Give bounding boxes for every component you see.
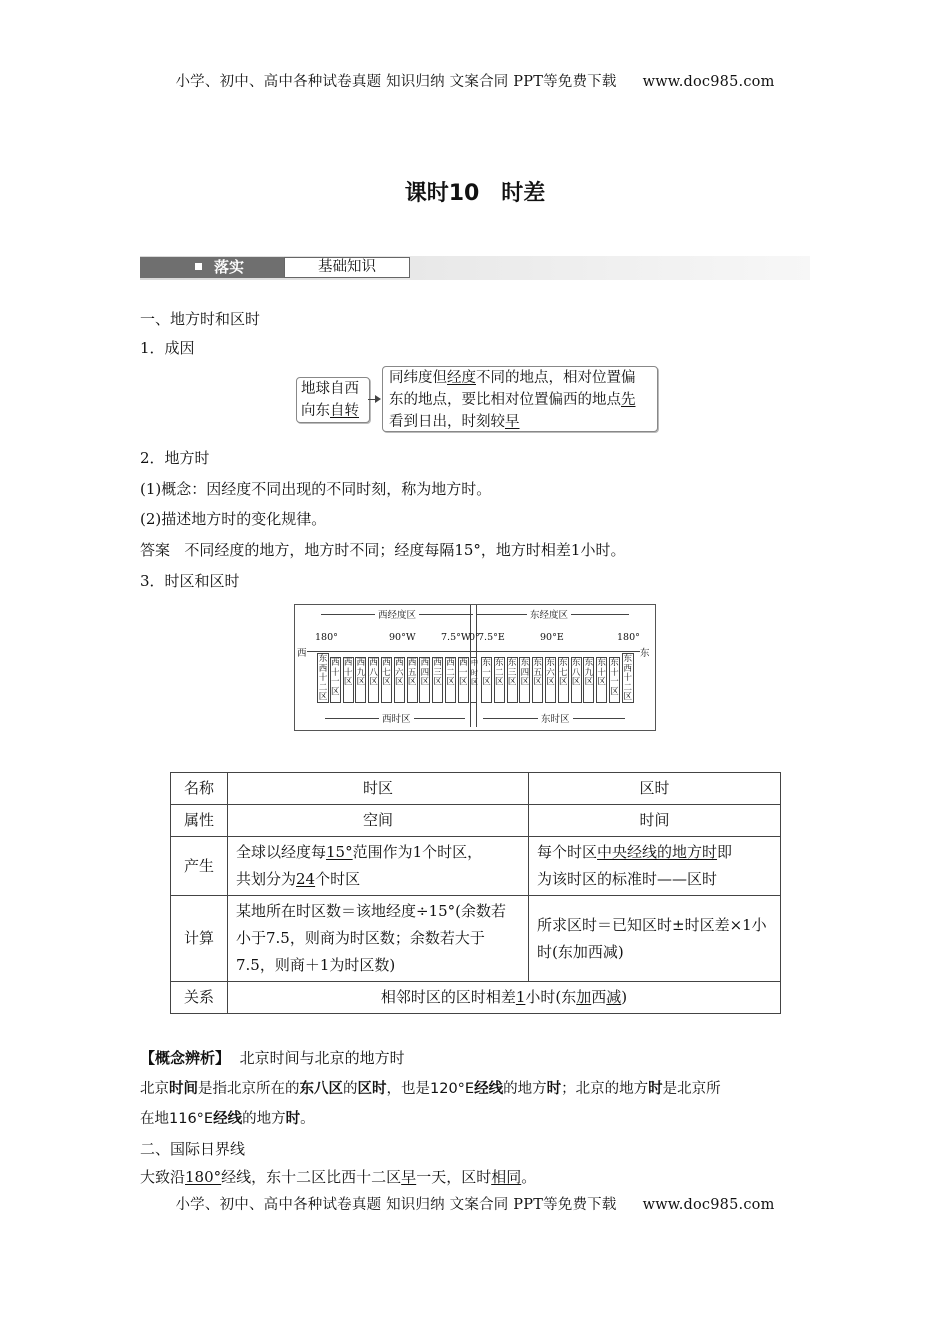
east-region-label: 东经度区 <box>527 607 571 621</box>
answer-text: 不同经度的地方，地方时不同；经度每隔15°，地方时相差1小时。 <box>184 541 626 559</box>
table-cell: 属性 <box>171 805 228 837</box>
rel-t3: 西 <box>591 988 607 1006</box>
table-cell: 关系 <box>171 982 228 1014</box>
rel-t1: 相邻时区的区时相差 <box>380 988 516 1006</box>
c2-4: 。 <box>300 1111 315 1127</box>
deg-180-left: 180° <box>315 632 338 643</box>
page-header <box>0 70 950 91</box>
deg-75w: 7.5°W <box>441 632 471 643</box>
cause-left-line2a: 向东 <box>301 403 330 419</box>
c1-2: 是指北京所在的 <box>198 1081 300 1097</box>
footer-text: 小学、初中、高中各种试卷真题 知识归纳 文案合同 PPT等免费下载 <box>175 1197 617 1213</box>
footer-site[interactable]: www.doc985.com <box>642 1197 775 1213</box>
c1-0: 北京 <box>140 1081 169 1097</box>
time-zone-cell: 东 三 区 <box>507 657 518 703</box>
cause-right-t1: 同纬度但 <box>389 370 447 386</box>
time-zone-cell: 东 二 区 <box>494 657 505 703</box>
cause-left-box <box>296 377 370 423</box>
c1-10: ；北京的地方 <box>561 1081 649 1097</box>
time-zone-cell: 东 西 十 二 区 <box>623 654 633 702</box>
gen-zone-t3: 共划分为 <box>236 870 297 888</box>
time-zone-cell: 东 西 十 二 区 <box>318 654 328 702</box>
section-1-heading: 一、地方时和区时 <box>140 310 261 328</box>
time-zone-cell: 西 十 一 区 <box>330 657 341 703</box>
time-zone-cell: 东 八 区 <box>571 657 582 703</box>
gen-time-u1: 中央经线的地方时 <box>597 843 718 861</box>
deg-90e: 90°E <box>540 632 564 643</box>
west-zone-label: 西时区 <box>379 711 414 725</box>
deg-75e: 7.5°E <box>478 632 505 643</box>
c1-12: 是北京所 <box>662 1081 721 1097</box>
c2-3: 时 <box>285 1111 301 1127</box>
s2-u3: 相同 <box>491 1168 522 1186</box>
time-zone-cell: 西 十 区 <box>343 657 354 703</box>
time-zone-cell: 西 七 区 <box>381 657 392 703</box>
s2-t4: 。 <box>521 1168 537 1186</box>
west-label: 西 <box>297 648 307 659</box>
cause-right-t3: 东的地点，要比相对位置偏西的地点 <box>389 392 621 408</box>
time-zone-cell: 东 五 区 <box>532 657 543 703</box>
table-row <box>171 896 781 982</box>
cause-right-u2: 先 <box>621 392 636 408</box>
gen-zone-u1: 15° <box>326 843 353 861</box>
table-row <box>171 982 781 1014</box>
time-zone-cell: 东 四 区 <box>519 657 530 703</box>
table-cell <box>228 837 529 896</box>
east-label: 东 <box>640 648 650 659</box>
rel-t2: 小时(东 <box>525 988 577 1006</box>
local-time-heading: 2．地方时 <box>140 449 210 467</box>
time-zone-cell: 西 六 区 <box>394 657 405 703</box>
table-cell: 所求区时＝已知区时±时区差×1小时(东加西减) <box>529 896 781 982</box>
c2-0: 在地116°E <box>140 1111 214 1127</box>
cause-right-box <box>382 366 658 432</box>
local-time-describe: (2)描述地方时的变化规律。 <box>140 510 327 528</box>
time-zone-cell: 西 四 区 <box>419 657 430 703</box>
concept-p1 <box>140 1077 721 1098</box>
concept-title: 北京时间与北京的地方时 <box>239 1049 405 1067</box>
c2-1: 经线 <box>213 1111 243 1127</box>
rel-u3: 减 <box>606 988 622 1006</box>
section-2-text <box>140 1166 536 1187</box>
table-header-zone: 时区 <box>228 773 529 805</box>
west-region-label: 西经度区 <box>375 607 419 621</box>
time-zone-cell: 东 六 区 <box>545 657 556 703</box>
zone-heading: 3．时区和区时 <box>140 572 240 590</box>
table-cell <box>228 982 781 1014</box>
time-zone-table <box>170 772 781 1014</box>
time-zone-diagram <box>294 604 656 731</box>
c1-6: ，也是120°E <box>386 1081 475 1097</box>
table-cell <box>529 837 781 896</box>
deg-90w: 90°W <box>389 632 416 643</box>
east-zone-label: 东时区 <box>538 711 573 725</box>
rel-u2: 加 <box>576 988 592 1006</box>
cause-right-t2: 不同的地点，相对位置偏 <box>476 370 636 386</box>
table-row <box>171 805 781 837</box>
cause-right-u1: 经度 <box>447 370 476 386</box>
concept-label: 【概念辨析】 <box>140 1049 231 1067</box>
s2-u1: 180° <box>185 1168 222 1186</box>
c1-5: 区时 <box>357 1081 387 1097</box>
rel-t4: ) <box>621 988 628 1006</box>
c2-2: 的地方 <box>242 1111 286 1127</box>
c1-11: 时 <box>648 1081 663 1097</box>
cause-right-u3: 早 <box>505 414 520 430</box>
section-bar-label: 落实 <box>214 258 245 276</box>
gen-zone-t1: 全球以经度每 <box>236 843 327 861</box>
table-header-name: 名称 <box>171 773 228 805</box>
page-title: 课时10 时差 <box>404 181 546 206</box>
answer-label: 答案 <box>140 541 171 559</box>
deg-0: 0° <box>469 632 480 643</box>
table-cell: 产生 <box>171 837 228 896</box>
rel-u1: 1 <box>515 988 526 1006</box>
table-cell: 时间 <box>529 805 781 837</box>
header-site[interactable]: www.doc985.com <box>642 74 775 90</box>
section-2-heading: 二、国际日界线 <box>140 1140 246 1158</box>
c1-8: 的地方 <box>503 1081 547 1097</box>
gen-zone-t4: 个时区 <box>315 870 361 888</box>
deg-180-right: 180° <box>617 632 640 643</box>
cause-arrow-icon <box>375 395 381 403</box>
s2-t1: 大致沿 <box>140 1168 186 1186</box>
section-bar-label-box <box>140 257 284 278</box>
page-footer <box>0 1193 950 1214</box>
cause-right-t4: 看到日出，时刻较 <box>389 414 505 430</box>
time-zone-cell: 西 八 区 <box>368 657 379 703</box>
answer-line <box>140 539 625 560</box>
time-zone-cell: 东 七 区 <box>558 657 569 703</box>
cause-heading: 1．成因 <box>140 339 195 357</box>
table-header-time: 区时 <box>529 773 781 805</box>
gen-zone-t2: 范围作为1个时区， <box>352 843 483 861</box>
time-zone-cell: 西 五 区 <box>407 657 418 703</box>
c1-7: 经线 <box>474 1081 504 1097</box>
section-bar-tab: 基础知识 <box>284 257 410 278</box>
table-row <box>171 837 781 896</box>
concept-heading <box>140 1047 405 1068</box>
section-bar <box>140 256 810 280</box>
table-cell: 计算 <box>171 896 228 982</box>
time-zone-cell: 西 二 区 <box>445 657 456 703</box>
s2-t3: 一天，区时 <box>416 1168 492 1186</box>
cause-left-line2b: 自转 <box>330 403 359 419</box>
c1-1: 时间 <box>169 1081 198 1097</box>
time-zone-cell: 东 九 区 <box>583 657 594 703</box>
table-row <box>171 773 781 805</box>
concept-p2 <box>140 1107 315 1128</box>
gen-time-t1: 每个时区 <box>537 843 598 861</box>
table-cell: 空间 <box>228 805 529 837</box>
s2-t2: 经线，东十二区比西十二区 <box>221 1168 402 1186</box>
header-text: 小学、初中、高中各种试卷真题 知识归纳 文案合同 PPT等免费下载 <box>175 74 617 90</box>
time-zone-cell: 东 一 区 <box>481 657 492 703</box>
gen-time-t2: 即 <box>717 843 733 861</box>
c1-9: 时 <box>546 1081 562 1097</box>
time-zone-cell: 西 一 区 <box>458 657 469 703</box>
time-zone-cell: 西 三 区 <box>432 657 443 703</box>
equator-axis <box>307 651 640 652</box>
s2-u2: 早 <box>401 1168 417 1186</box>
time-zone-cell: 东 十 一 区 <box>609 657 620 703</box>
table-cell: 某地所在时区数＝该地经度÷15°(余数若小于7.5，则商为时区数；余数若大于7.5，则商＋1为时区数) <box>228 896 529 982</box>
time-zone-cell: 东 十 区 <box>596 657 607 703</box>
time-zone-cell: 中 时 区 <box>470 657 477 703</box>
c1-4: 的 <box>343 1081 358 1097</box>
c1-3: 东八区 <box>299 1081 343 1097</box>
gen-time-t3: 为该时区的标准时——区时 <box>537 870 718 888</box>
square-icon <box>195 263 202 270</box>
gen-zone-u2: 24 <box>296 870 316 888</box>
time-zone-cell: 西 九 区 <box>355 657 366 703</box>
local-time-concept: (1)概念：因经度不同出现的不同时刻，称为地方时。 <box>140 480 492 498</box>
cause-left-line1: 地球自西 <box>301 381 359 397</box>
